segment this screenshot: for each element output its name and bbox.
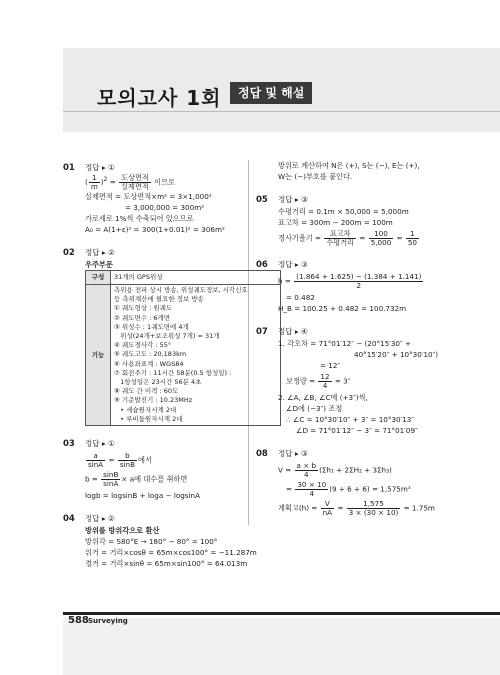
q07-line-4: 보정량 = $\frac{12}{4}$ = 3″	[286, 372, 351, 390]
answer-label: 정답 ▸ ④	[278, 327, 308, 336]
table-value: 측위용 전파 상시 방송, 위성궤도정보, 시각신호 등 측위계산에 필요한 정보 방송 ① 궤도형상 : 원궤도 ② 궤도면수 : 6개면 ③ 위성수 : 1궤도면에 4개 위성(24개+보조위성 7개) = 31개 ④ 궤도경사각 : 55° ⑤ 궤도고도 : 20,183km ⑥ 사용좌표계 : WGS84 ⑦ 회전주기 : 11시간 58분(0.5 항성일) : 1항성일은 23시간 56분 4초 ⑧ 궤도 간 이격 : 60도 ⑨ 기준발진기 : 10.23MHz • 세슘원자시계 2대 • 루비듐원자시계 2대	[111, 285, 281, 426]
q02-subtitle: 우주부문	[85, 260, 113, 269]
question-08-header	[256, 448, 494, 460]
q01-line-2: 실제면적 = 도상면적×m² = 3×1,000²	[85, 192, 212, 201]
q05-line-2: 표고차 = 300m − 200m = 100m	[278, 218, 393, 227]
q04-line-1: 방위각 = S80°E → 180° − 80° = 100°	[85, 537, 218, 547]
answer-label: 정답 ▸ ③	[278, 449, 308, 458]
question-number: 08	[256, 449, 268, 459]
q01-line-3: = 3,000,000 = 300m²	[125, 203, 205, 212]
q07-line-3: = 12″	[320, 361, 341, 370]
q08-line-3: 계획고(h) = $\frac{V}{nA}$ = $\frac{1,575}{3 \times (30 \times 10)}$ = 1.75m	[278, 499, 435, 517]
right-column	[256, 160, 494, 519]
left-column	[63, 150, 257, 569]
table-row	[86, 285, 281, 426]
q07-line-5: 2. ∠A, ∠B, ∠C에 (+3″)씩,	[278, 393, 368, 402]
q07-line-1: 1. 각오차 = 71°01′12″ − (20°15′30″ +	[278, 339, 411, 348]
table-row	[86, 271, 281, 285]
q07-line-7: ∴ ∠C = 10°30′10″ + 3″ = 10°30′13″	[286, 415, 415, 424]
q01-line-1: ( $\frac{1}{m}$ )$^2$ = $\frac{\text{도상면적}}{\text{실제면적}}$ 이므로	[85, 173, 175, 191]
question-04-header	[63, 513, 245, 525]
q06-line-2: = 0.482	[286, 293, 315, 302]
page-number: 588	[68, 615, 89, 626]
q03-line-3: logb = logsinB + loga − logsinA	[85, 491, 201, 501]
footer-label: Surveying	[88, 617, 128, 625]
q06-line-3: H_B = 100.25 + 0.482 = 100.732m	[278, 304, 407, 313]
question-number: 05	[256, 195, 268, 205]
q04-subtitle: 방위를 방위각으로 환산	[85, 526, 160, 536]
question-05-header	[256, 194, 494, 206]
q06-line-1: h = $\frac{(1.864 + 1.625) - (1.384 + 1.141)}{2}$	[278, 272, 422, 290]
answer-label: 정답 ▸ ③	[278, 195, 308, 204]
footer-rule	[63, 612, 500, 615]
question-number: 04	[63, 514, 75, 525]
answer-label: 정답 ▸ ②	[85, 248, 115, 257]
intro-line-1: 방위로 계산하여 N은 (+), S는 (−), E는 (+),	[278, 161, 420, 170]
q07-line-8: ∠D = 71°01′12″ − 3″ = 71°01′09″	[296, 426, 418, 435]
question-03-header	[63, 438, 245, 450]
table-value: 31개의 GPS위성	[111, 271, 281, 285]
table-key: 구성	[86, 271, 111, 285]
q05-line-3: 경사기울기 = $\frac{\text{표고차}}{\text{수평거리}}$ = $\frac{100}{5,000}$ = $\frac{1}{50}$	[278, 229, 418, 247]
intro-line-2: W는 (−)부호를 붙인다.	[278, 172, 353, 181]
q07-line-2: 40°15′20″ + 10°30′10″)	[354, 350, 439, 359]
question-number: 01	[63, 163, 75, 173]
q03-line-1: $\frac{a}{\sin A}$ = $\frac{b}{\sin B}$ 에서	[88, 451, 152, 470]
answer-label: 정답 ▸ ①	[85, 439, 115, 449]
q08-line-1: V = $\frac{a \times b}{4}$ (Σh₁ + 2ΣH₂ + 3Σh₃)	[278, 461, 392, 479]
q04-line-3: 경거 = 거리×sinθ = 65m×sin100° = 64.013m	[85, 559, 248, 569]
answer-label: 정답 ▸ ②	[85, 514, 115, 524]
banner-divider	[63, 111, 500, 112]
question-number: 03	[63, 439, 75, 450]
q01-line-5: A₀ = A(1+ε)² = 300(1+0.01)² = 306m²	[85, 225, 225, 234]
q03-line-2: b = $\frac{\sin B}{\sin A}$ × a에 대수를 취하면	[85, 470, 188, 489]
page-title: 모의고사 1회	[97, 86, 222, 110]
footer-band	[63, 618, 500, 675]
q05-line-1: 수평거리 = 0.1m × 50,000 = 5,000m	[278, 207, 409, 216]
answer-label: 정답 ▸ ①	[85, 163, 115, 172]
q01-line-4: 가로세로 1%씩 수축되어 있으므로	[85, 214, 194, 223]
question-number: 07	[256, 327, 268, 337]
question-number: 02	[63, 248, 75, 258]
q04-line-2: 위거 = 거리×cosθ = 65m×cos100° = −11.287m	[85, 548, 257, 558]
table-key: 기능	[86, 285, 111, 426]
q07-line-6: ∠D에 (−3″) 조정	[286, 404, 343, 413]
question-number: 06	[256, 260, 268, 270]
answer-label: 정답 ▸ ③	[278, 260, 308, 269]
question-02-header	[63, 247, 245, 259]
gps-space-segment-table	[85, 270, 281, 426]
section-badge: 정답 및 해설	[230, 82, 312, 104]
question-07-header	[256, 326, 494, 338]
question-06-header	[256, 259, 494, 271]
question-01-header	[63, 162, 245, 174]
q08-line-2: = $\frac{30 \times 10}{4}$ (9 + 6 + 6) = 1,575m³	[286, 480, 411, 498]
